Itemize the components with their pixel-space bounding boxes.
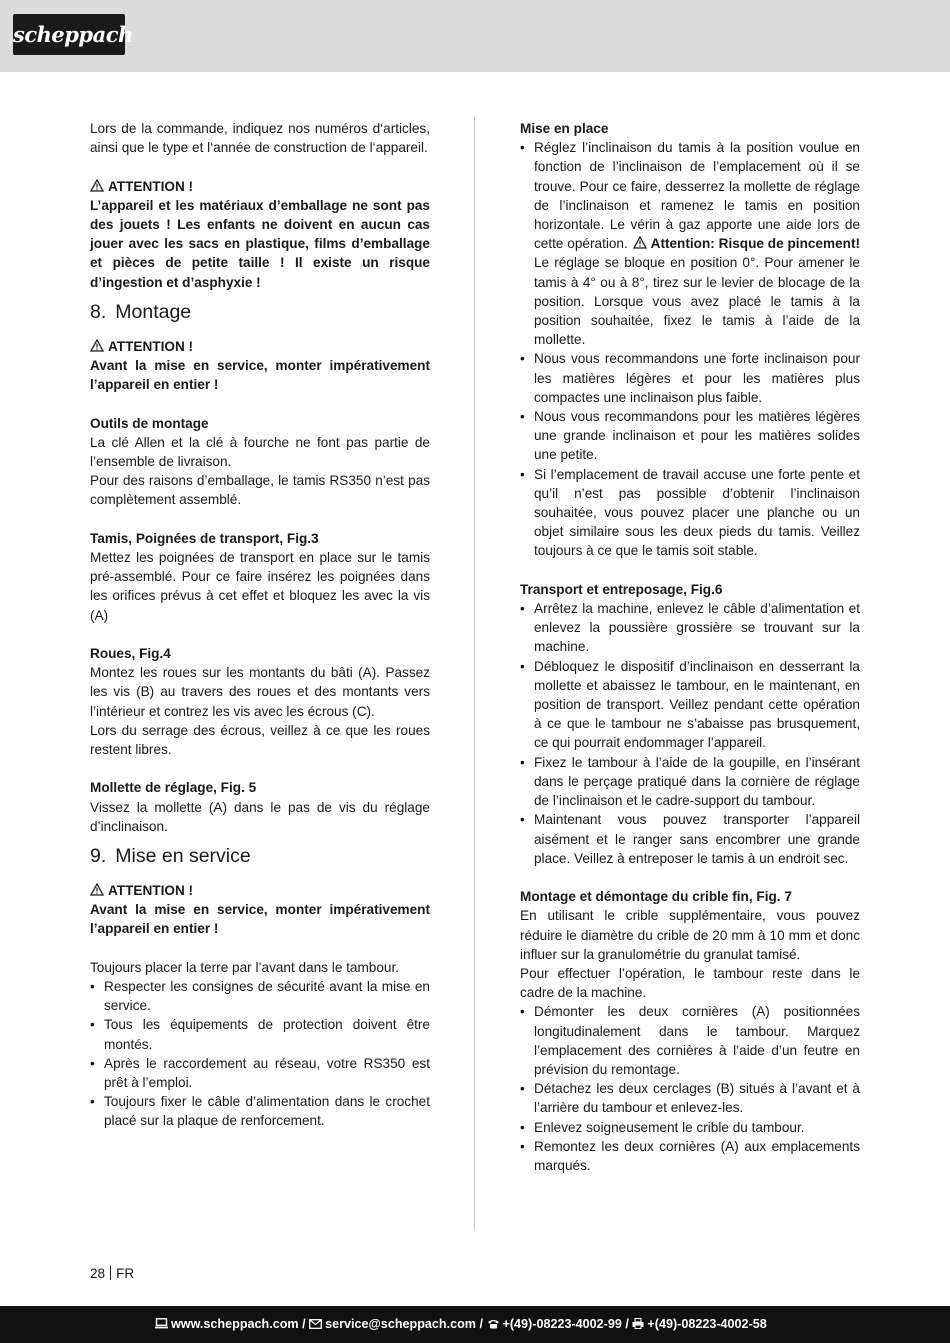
subheading-mise-en-place: Mise en place xyxy=(520,121,609,136)
email-icon xyxy=(309,1319,322,1329)
page-header xyxy=(0,0,950,72)
list-item: • Nous vous recommandons pour les matières légères une grande inclinaison et pour les matières solides une petite. xyxy=(520,407,860,465)
phone-number: +(49)-08223-4002-99 xyxy=(502,1317,622,1331)
assembly-warning-text: Avant la mise en service, monter impérativement l’appareil en entier ! xyxy=(90,358,430,393)
service-bullet-list xyxy=(90,977,430,1131)
subheading-tamis: Tamis, Poignées de transport, Fig.3 xyxy=(90,530,319,546)
list-item: • Détachez les deux cerclages (B) situés à l’avant et à l’arrière du tambour et enlevez-les. xyxy=(520,1079,860,1117)
contact-footer xyxy=(0,1306,950,1343)
page-number-divider xyxy=(110,1266,111,1280)
list-item: • Nous vous recommandons une forte inclinaison pour les matières légères et pour les matières plus compactes une inclinaison plus faible. xyxy=(520,349,860,407)
column-divider xyxy=(474,117,475,1230)
website-link[interactable]: www.scheppach.com xyxy=(171,1317,299,1331)
list-item: • Arrêtez la machine, enlevez le câble d’alimentation et enlevez la poussière grossière se trouvant sur la machine. xyxy=(520,599,860,657)
fax-number: +(49)-08223-4002-58 xyxy=(647,1317,767,1331)
fax-icon xyxy=(632,1318,644,1329)
section-number: 9. xyxy=(90,845,107,868)
attention-label: ATTENTION ! xyxy=(108,338,194,354)
attention-heading xyxy=(90,177,430,196)
mise-en-place-text: Le réglage se bloque en position 0°. Pour amener le tamis à 4° ou à 8°, tirez sur le levier de blocage de la position. Lorsque vous avez placé le tamis à la position souhaitée, fixez le tamis à l’aide de la mollette. xyxy=(534,255,860,348)
mise-en-place-bullet-list xyxy=(520,138,860,560)
crible-bullet-list xyxy=(520,1002,860,1175)
outils-text: La clé Allen et la clé à fourche ne font pas partie de l’ensemble de livraison. xyxy=(90,434,430,470)
subheading-crible: Montage et démontage du crible fin, Fig. 7 xyxy=(520,889,792,905)
crible-text: En utilisant le crible supplémentaire, vous pouvez réduire le diamètre du crible de 20 mm à 10 mm et donc influer sur la granulométrie du granulat tamisé. xyxy=(520,908,860,962)
attention-heading xyxy=(90,337,430,356)
subheading-roues: Roues, Fig.4 xyxy=(90,646,171,662)
section-title: Mise en service xyxy=(115,845,251,868)
roues-text: Lors du serrage des écrous, veillez à ce que les roues restent libres. xyxy=(90,722,430,758)
footer-separator: / xyxy=(479,1317,483,1331)
left-column xyxy=(90,119,430,1131)
list-item: • Maintenant vous pouvez transporter l’appareil aisément et le ranger sans encombrer une grande place. Veillez à entreposer le tamis à un endroit sec. xyxy=(520,810,860,868)
warning-icon xyxy=(633,236,647,249)
page-number xyxy=(90,1264,134,1283)
crible-text: Pour effectuer l’opération, le tambour reste dans le cadre de la machine. xyxy=(520,965,860,1001)
scheppach-logo: scheppach xyxy=(13,14,125,55)
transport-bullet-list xyxy=(520,599,860,868)
list-item: • Tous les équipements de protection doivent être montés. xyxy=(90,1015,430,1053)
list-item: • Toujours fixer le câble d’alimentation dans le crochet placé sur la plaque de renforcement. xyxy=(90,1092,430,1130)
computer-icon xyxy=(155,1318,168,1329)
footer-separator: / xyxy=(302,1317,306,1331)
list-item: • Respecter les consignes de sécurité avant la mise en service. xyxy=(90,977,430,1015)
section-number: 8. xyxy=(90,300,107,323)
packaging-warning-text: L’appareil et les matériaux d’emballage ne sont pas des jouets ! Les enfants ne doivent en aucun cas jouer avec les sacs en plastique, films d’emballage et pièces de petite taille ! Il existe un risque d’ingestion et d’asphyxie ! xyxy=(90,197,430,290)
attention-label: ATTENTION ! xyxy=(108,883,194,899)
section-heading-mise-en-service xyxy=(90,845,430,867)
roues-text: Montez les roues sur les montants du bâti (A). Passez les vis (B) au travers des roues et des montants vers l’intérieur et contrez les vis avec les écrous (C). xyxy=(90,665,430,719)
right-column xyxy=(520,119,860,1175)
outils-text: Pour des raisons d’emballage, le tamis RS350 n’est pas complètement assemblé. xyxy=(90,473,430,508)
list-item: • Remontez les deux cornières (A) aux emplacements marqués. xyxy=(520,1137,860,1175)
subheading-mollette: Mollette de réglage, Fig. 5 xyxy=(90,780,257,796)
phone-icon xyxy=(487,1319,500,1329)
section-heading-montage xyxy=(90,301,430,323)
order-info-text: Lors de la commande, indiquez nos numéros d‘articles, ainsi que le type et l‘année de construction de l‘appareil. xyxy=(90,121,430,156)
list-item: • Après le raccordement au réseau, votre RS350 est prêt à l’emploi. xyxy=(90,1054,430,1092)
page-number-value: 28 xyxy=(90,1266,106,1281)
service-intro-text: Toujours placer la terre par l’avant dans le tambour. xyxy=(90,959,400,975)
section-title: Montage xyxy=(115,300,192,323)
warning-icon xyxy=(90,339,104,352)
warning-icon xyxy=(90,883,104,896)
list-item: • Fixez le tambour à l’aide de la goupille, en l’insérant dans le perçage pratiqué dans la cornière de réglage de l’inclinaison et le cadre-support du tambour. xyxy=(520,753,860,811)
email-link[interactable]: service@scheppach.com xyxy=(325,1317,476,1331)
pinch-warning-label: Attention: Risque de pincement! xyxy=(650,236,860,252)
language-code: FR xyxy=(116,1266,135,1281)
subheading-outils: Outils de montage xyxy=(90,415,209,431)
footer-separator: / xyxy=(625,1317,629,1331)
list-item: • Enlevez soigneusement le crible du tambour. xyxy=(520,1118,860,1137)
attention-heading xyxy=(90,881,430,900)
warning-icon xyxy=(90,179,104,192)
list-item xyxy=(520,138,860,349)
assembly-warning-text: Avant la mise en service, monter impérativement l’appareil en entier ! xyxy=(90,902,430,937)
list-item: • Si l’emplacement de travail accuse une forte pente et qu’il n’est pas possible d’obtenir l’inclinaison souhaitée, vous pouvez placer une planche ou un objet similaire sous les deux pieds du tamis. Veillez toujours à ce que le tamis soit stable. xyxy=(520,465,860,561)
list-item: • Débloquez le dispositif d’inclinaison en desserrant la mollette et abaissez le tambour, en le maintenant, en position de transport. Veillez pendant cette opération à ce que le tambour ne s’abaisse pas brusquement, ce qui pourrait endommager l’appareil. xyxy=(520,657,860,753)
mollette-text: Vissez la mollette (A) dans le pas de vis du réglage d’inclinaison. xyxy=(90,799,430,834)
list-item: • Démonter les deux cornières (A) positionnées longitudinalement dans le tambour. Marquez l’emplacement des cornières à l’aide d’un feutre en prévision du remontage. xyxy=(520,1002,860,1079)
mise-en-place-text: Réglez l’inclinaison du tamis à la position voulue en fonction de l’inclinaison de l’emplacement où il se trouve. Pour ce faire, desserrez la mollette de réglage de l’inclinaison et ramenez le tamis en position horizontale. Le vérin à gaz apporte une aide lors de cette opération. xyxy=(534,140,860,252)
subheading-transport: Transport et entreposage, Fig.6 xyxy=(520,581,723,597)
tamis-text: Mettez les poignées de transport en place sur le tamis pré-assemblé. Pour ce faire insérez les poignées dans les orifices prévus à cet effet et bloquez les avec la vis (A) xyxy=(90,550,430,623)
attention-label: ATTENTION ! xyxy=(108,178,194,194)
